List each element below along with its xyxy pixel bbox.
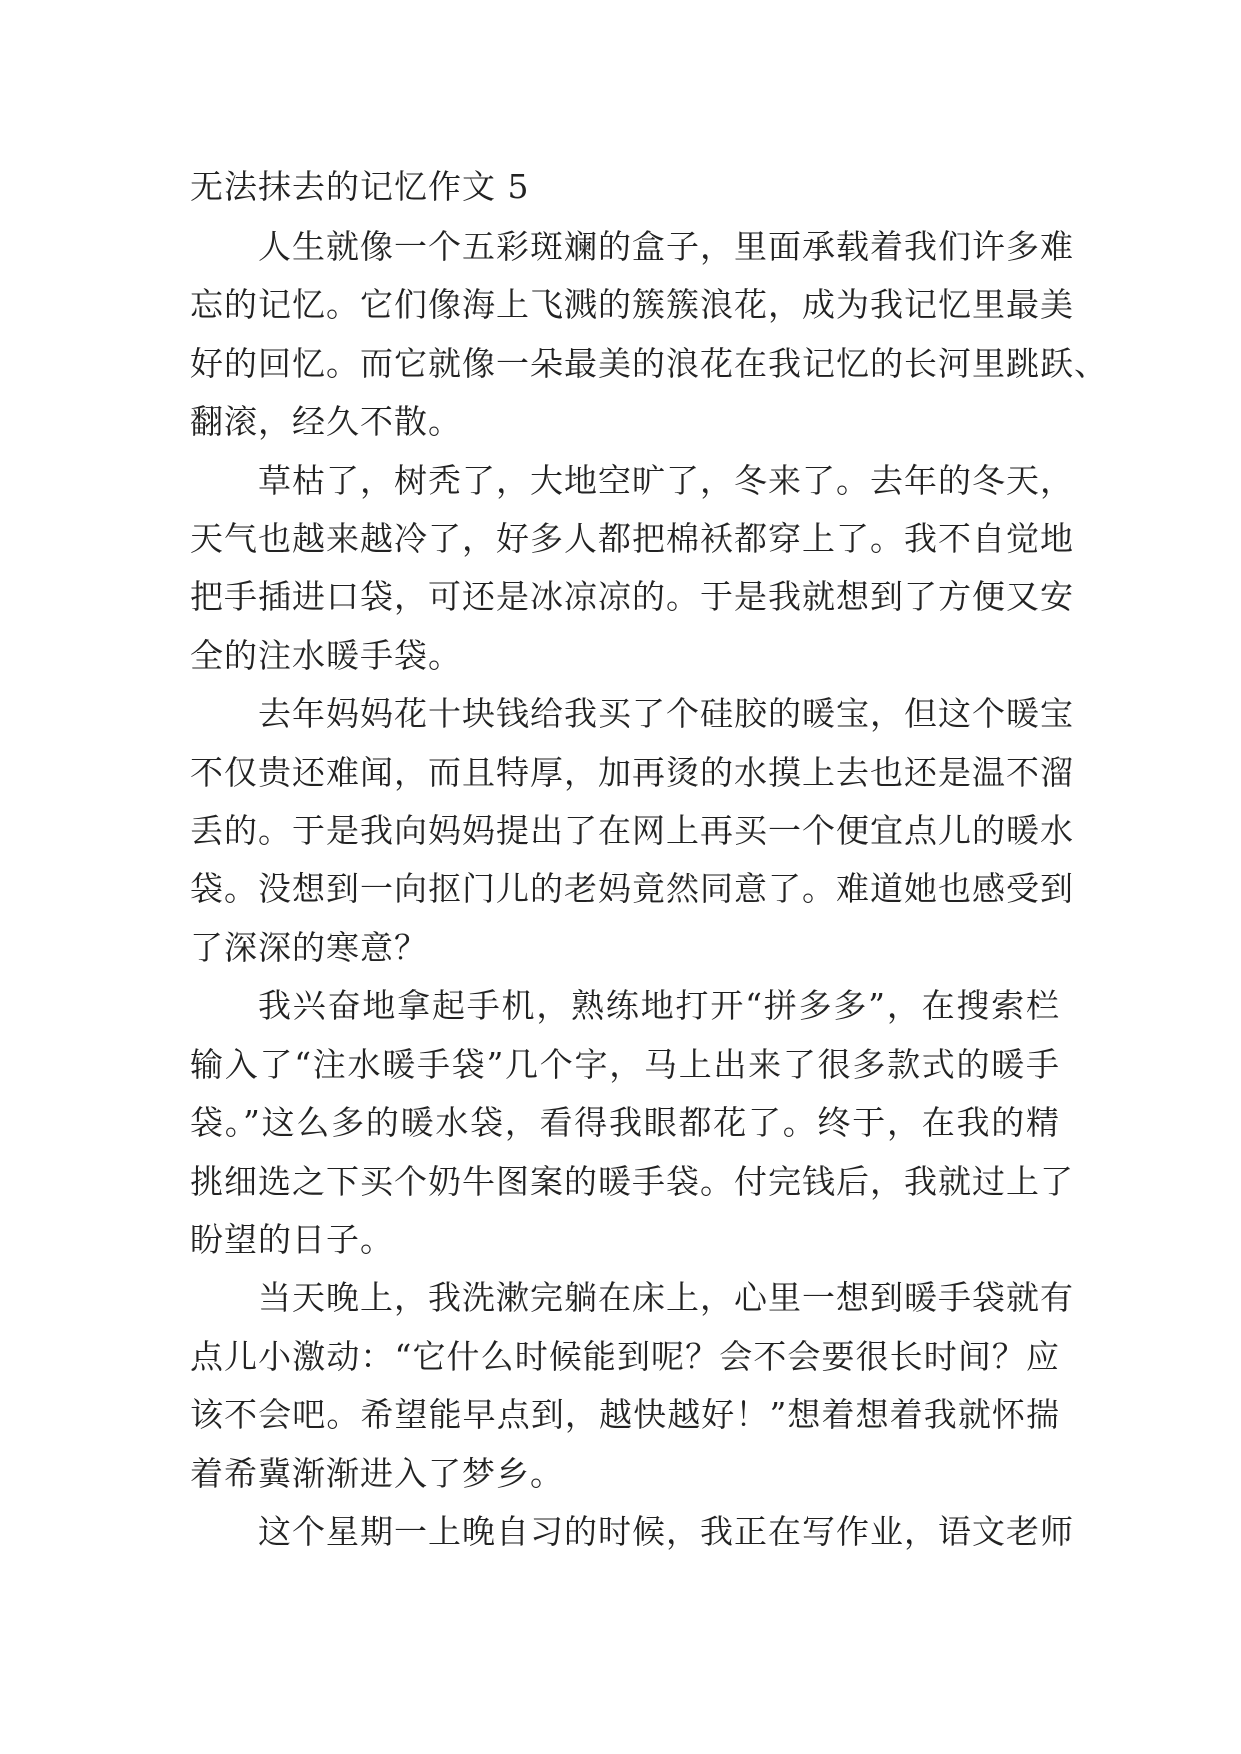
text-line: 挑细选之下买个奶牛图案的暖手袋。付完钱后，我就过上了 [190, 1161, 1074, 1201]
text-line: 我兴奋地拿起手机，熟练地打开“拼多多”，在搜索栏 [258, 986, 1060, 1026]
paragraph-2 [190, 452, 1074, 686]
text-line: 人生就像一个五彩斑斓的盒子，里面承载着我们许多难 [258, 227, 1074, 266]
paragraph-6 [190, 1503, 1074, 1561]
paragraph-1 [190, 218, 1108, 452]
text-line: 把手插进口袋，可还是冰凉凉的。于是我就想到了方便又安 [190, 577, 1074, 617]
text-line: 点儿小激动：“它什么时候能到呢？会不会要很长时间？应 [190, 1336, 1060, 1376]
paragraph-3 [190, 685, 1074, 977]
text-line: 忘的记忆。它们像海上飞溅的簇簇浪花，成为我记忆里最美 [190, 285, 1074, 325]
paragraph-5 [190, 1269, 1074, 1503]
text-line: 丢的。于是我向妈妈提出了在网上再买一个便宜点儿的暖水 [190, 811, 1074, 851]
text-line: 好的回忆。而它就像一朵最美的浪花在我记忆的长河里跳跃、 [190, 343, 1108, 383]
text-line: 盼望的日子。 [190, 1219, 394, 1259]
text-line: 着希冀渐渐进入了梦乡。 [190, 1453, 564, 1493]
text-line: 袋。”这么多的暖水袋，看得我眼都花了。终于，在我的精 [190, 1103, 1060, 1143]
text-line: 这个星期一上晚自习的时候，我正在写作业，语文老师 [258, 1511, 1074, 1551]
text-line: 草枯了，树秃了，大地空旷了，冬来了。去年的冬天， [258, 460, 1074, 500]
paragraph-4 [190, 977, 1074, 1269]
text-line: 袋。没想到一向抠门儿的老妈竟然同意了。难道她也感受到 [190, 869, 1074, 909]
text-line: 天气也越来越冷了，好多人都把棉袄都穿上了。我不自觉地 [190, 519, 1074, 559]
text-line: 不仅贵还难闻，而且特厚，加再烫的水摸上去也还是温不溜 [190, 752, 1074, 792]
text-line: 去年妈妈花十块钱给我买了个硅胶的暖宝，但这个暖宝 [258, 694, 1074, 734]
text-line: 输入了“注水暖手袋”几个字，马上出来了很多款式的暖手 [190, 1044, 1060, 1084]
text-line: 翻滚，经久不散。 [190, 402, 462, 442]
text-line: 全的注水暖手袋。 [190, 635, 462, 675]
document-title: 无法抹去的记忆作文 5 [190, 167, 530, 206]
document-body [190, 218, 1108, 1561]
text-line: 了深深的寒意？ [190, 927, 428, 967]
text-line: 该不会吧。希望能早点到，越快越好！”想着想着我就怀揣 [190, 1395, 1060, 1435]
text-line: 当天晚上，我洗漱完躺在床上，心里一想到暖手袋就有 [258, 1278, 1074, 1318]
